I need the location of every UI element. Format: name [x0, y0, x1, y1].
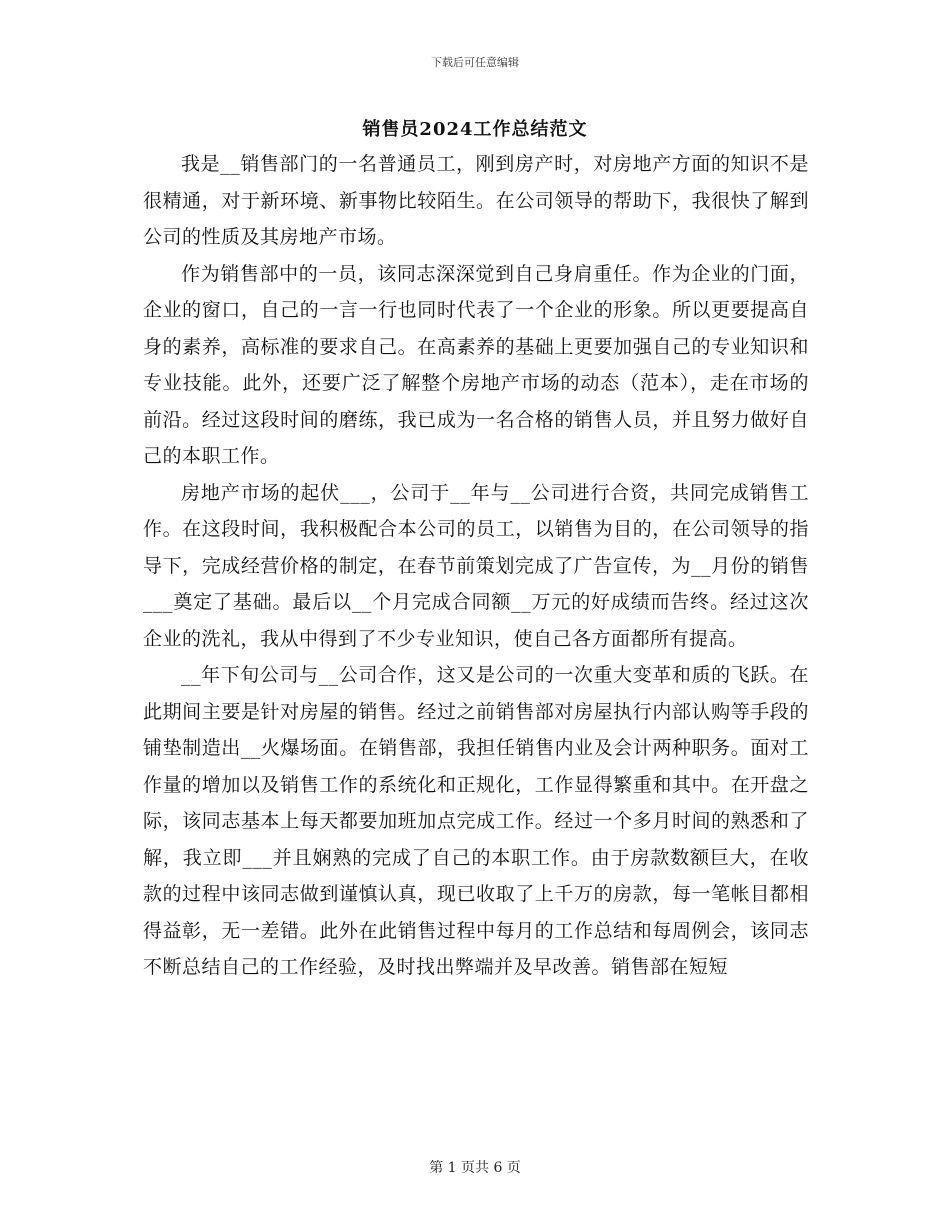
- paragraph: 房地产市场的起伏___，公司于__年与__公司进行合资，共同完成销售工作。在这段时间，我积极配合本公司的员工，以销售为目的，在公司领导的指导下，完成经营价格的制定，在春节前策划完成了广告宣传，为__月份的销售___奠定了基础。最后以__个月完成合同额__万元的好成绩而告终。经过这次企业的洗礼，我从中得到了不少专业知识，使自己各方面都所有提高。: [143, 481, 809, 650]
- paragraph: 我是__销售部门的一名普通员工，刚到房产时，对房地产方面的知识不是很精通，对于新环境、新事物比较陌生。在公司领导的帮助下，我很快了解到公司的性质及其房地产市场。: [143, 153, 809, 248]
- paragraph: __年下旬公司与__公司合作，这又是公司的一次重大变革和质的飞跃。在此期间主要是针对房屋的销售。经过之前销售部对房屋执行内部认购等手段的铺垫制造出__火爆场面。在销售部，我担任销售内业及会计两种职务。面对工作量的增加以及销售工作的系统化和正规化，工作显得繁重和其中。在开盘之际，该同志基本上每天都要加班加点完成工作。经过一个多月时间的熟悉和了解，我立即___并且娴熟的完成了自己的本职工作。由于房款数额巨大，在收款的过程中该同志做到谨慎认真，现已收取了上千万的房款，每一笔帐目都相得益彰，无一差错。此外在此销售过程中每月的工作总结和每周例会，该同志不断总结自己的工作经验，及时找出弊端并及早改善。销售部在短短: [143, 664, 809, 978]
- page-number: 第 1 页共 6 页: [429, 1160, 521, 1176]
- paragraph: 作为销售部中的一员，该同志深深觉到自己身肩重任。作为企业的门面，企业的窗口，自己的一言一行也同时代表了一个企业的形象。所以更要提高自身的素养，高标准的要求自己。在高素养的基础上更要加强自己的专业知识和专业技能。此外，还要广泛了解整个房地产市场的动态（范本），走在市场的前沿。经过这段时间的磨练，我已成为一名合格的销售人员，并且努力做好自己的本职工作。: [143, 262, 809, 467]
- document-body: [143, 146, 809, 986]
- header-note: 下载后可任意编辑: [431, 56, 519, 69]
- document-title: 销售员2024工作总结范文: [362, 119, 588, 140]
